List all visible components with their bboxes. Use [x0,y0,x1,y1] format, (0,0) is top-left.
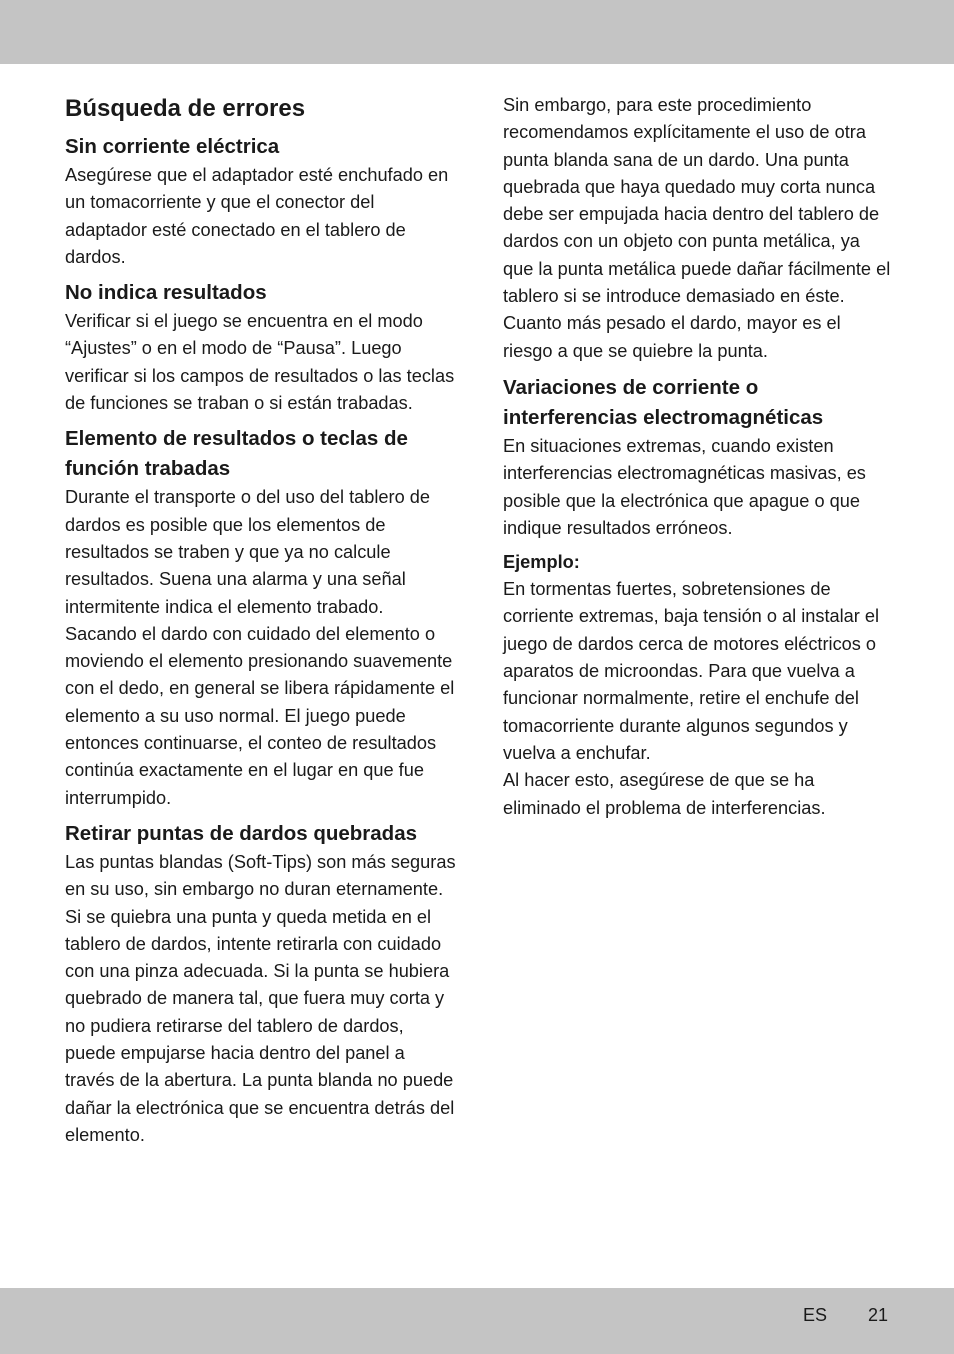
section-no-power [65,132,457,271]
section-heading: Variaciones de corriente o interferencias electromagnéticas [503,375,824,429]
header-band [0,0,954,64]
section-heading: Sin corriente eléctrica [65,135,280,158]
section-body: Las puntas blandas (Soft-Tips) son más seguras en su uso, sin embargo no duran eternamente. Si se quiebra una punta y queda metida en el tablero de dardos, intente retirarla con cuidado con una pinza adecuada. Si la punta se hubiera quebrado de manera tal, que fuera muy corta y no pudiera retirarse del tablero de dardos, puede empujarse hacia dentro del panel a través de la abertura. La punta blanda no puede dañar la electrónica que se encuentra detrás del elemento. [65,851,456,1145]
section-body: Durante el transporte o del uso del tablero de dardos es posible que los elementos de resultados se traben y que ya no calcule resultados. Suena una alarma y una señal intermitente indica el elemento trabado. Sacando el dardo con cuidado del elemento o moviendo el elemento presionando suavemente con el dedo, en general se libera rápidamente el elemento a su uso normal. El juego puede entonces continuarse, el conteo de resultados continúa exactamente en el lugar en que fue interrumpido. [65,487,455,808]
page-number: 21 [868,1305,889,1325]
section-body: En situaciones extremas, cuando existen interferencias electromagnéticas masivas, es posible que la electrónica que apague o que indique resultados erróneos. [503,435,866,538]
right-column [503,92,895,829]
example-label: Ejemplo: [503,552,580,573]
section-no-results [65,278,457,417]
section-broken-tips [65,819,457,1149]
section-heading: Retirar puntas de dardos quebradas [65,821,418,845]
language-code: ES [803,1305,828,1325]
page-title: Búsqueda de errores [65,95,306,122]
section-body: Asegúrese que el adaptador esté enchufado en un tomacorriente y que el conector del adaptador esté conectado en el tablero de dardos. [65,165,449,267]
intro-paragraph: Sin embargo, para este procedimiento recomendamos explícitamente el uso de otra punta blanda sana de un dardo. Una punta quebrada que haya quedado muy corta nunca debe ser empujada hacia dentro del tablero de dardos con un objeto con punta metálica, ya que la punta metálica puede dañar fácilmente el tablero si se introduce demasiado en éste. Cuanto más pesado el dardo, mayor es el riesgo a que se quiebre la punta. [503,95,891,361]
left-column [65,92,457,1156]
section-stuck-elements [65,424,457,812]
example-body: En tormentas fuertes, sobretensiones de corriente extremas, baja tensión o al instalar el juego de dardos cerca de motores eléctricos o aparatos de microondas. Para que vuelva a funcionar normalmente, retire el enchufe del tomacorriente durante algunos segundos y vuelva a enchufar. [503,579,880,763]
section-body: Verificar si el juego se encuentra en el modo “Ajustes” o en el modo de “Pausa”. Luego verificar si los campos de resultados o las teclas de funciones se traban o si están trabadas. [65,311,455,414]
section-heading: Elemento de resultados o teclas de función trabadas [65,427,408,481]
closing-paragraph: Al hacer esto, asegúrese de que se ha eliminado el problema de interferencias. [503,770,826,818]
section-heading: No indica resultados [65,281,267,305]
